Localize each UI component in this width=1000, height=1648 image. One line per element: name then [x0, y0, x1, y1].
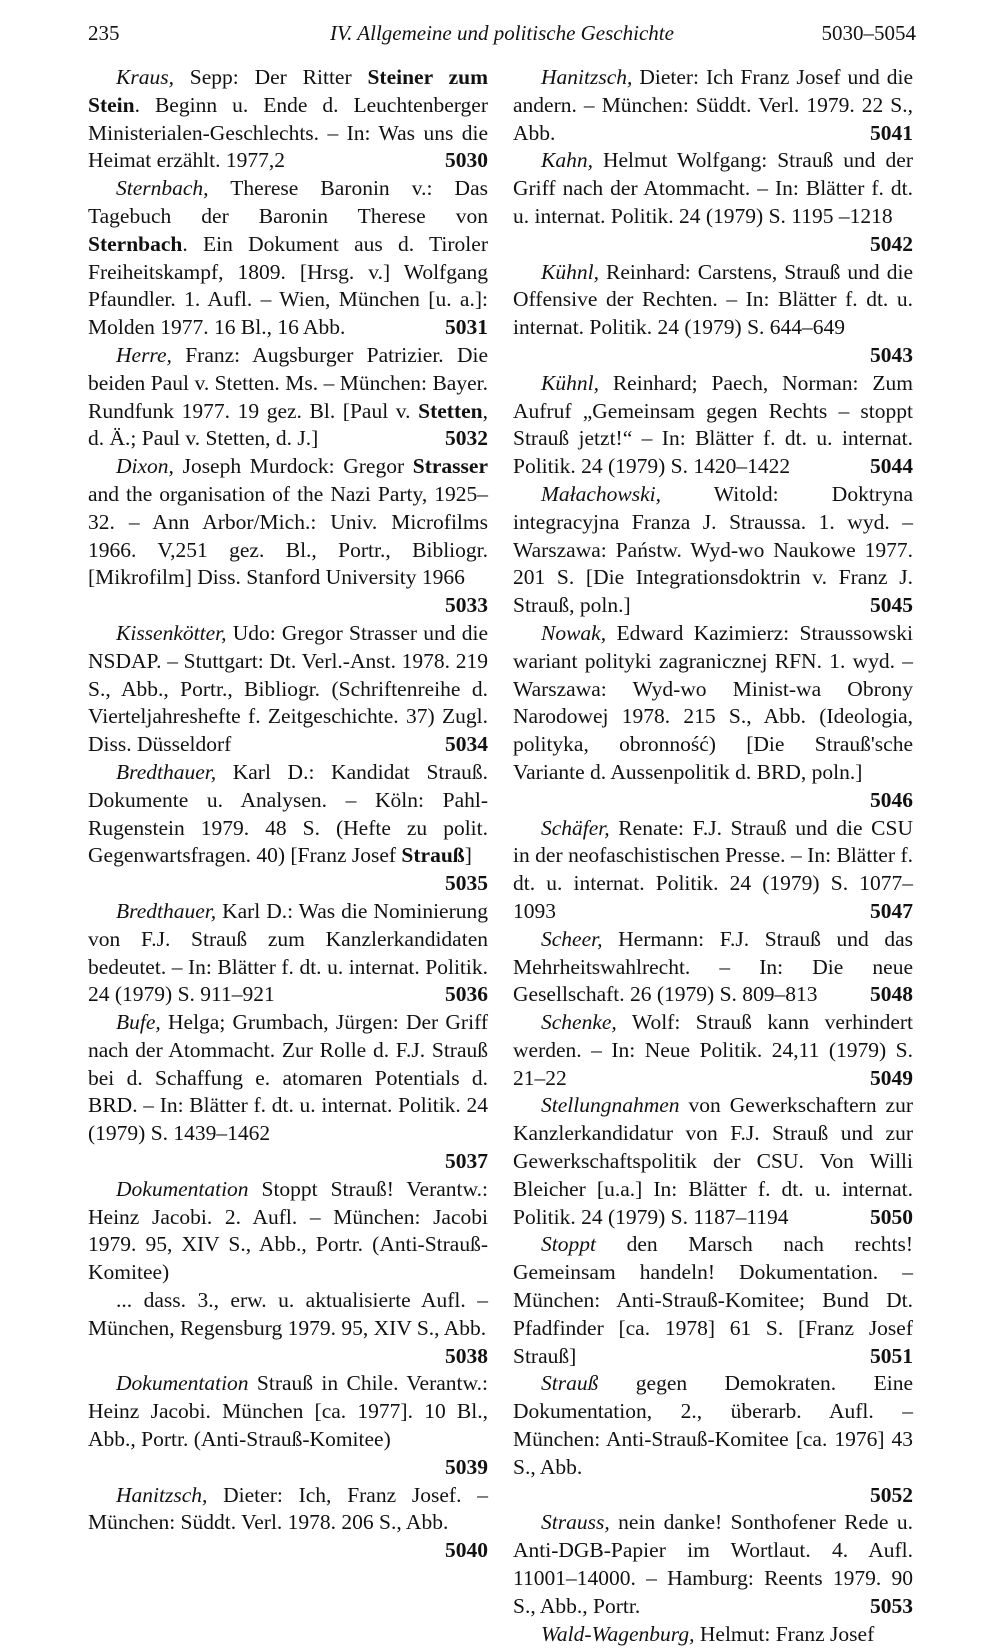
entry-text: nein danke! Sonthofener Rede u. Anti-DGB-Papier im Wortlaut. 4. Aufl. 11001–14000. – Hamburg: Reents 1979. 90 S., Abb., Portr. — [513, 1510, 913, 1618]
bibliography-entry — [88, 342, 488, 453]
bibliography-entry — [513, 1621, 913, 1648]
entry-author: Sternbach, — [116, 176, 209, 201]
entry-number: 5040 — [445, 1538, 488, 1563]
entry-text: Helmut: Franz Josef — [694, 1621, 875, 1646]
entry-author: Kühnl, — [541, 259, 599, 284]
section-title: IV. Allgemeine und politische Geschichte — [330, 21, 674, 45]
entry-number: 5030 — [445, 148, 488, 173]
entry-author: Scheer, — [541, 926, 603, 951]
entry-author: Kissenkötter, — [116, 620, 227, 645]
bibliography-entry — [88, 620, 488, 759]
bibliography-entry — [513, 64, 913, 147]
right-column — [513, 64, 913, 1648]
entry-number: 5042 — [870, 231, 913, 256]
entry-keyword: Strauß — [401, 843, 465, 868]
entry-author: Kühnl, — [541, 370, 599, 395]
entry-number: 5038 — [445, 1343, 488, 1368]
entry-number: 5033 — [445, 593, 488, 618]
running-header — [88, 18, 916, 48]
entry-number: 5037 — [445, 1149, 488, 1174]
entry-number: 5045 — [870, 593, 913, 618]
entry-text: , d. Ä.; Paul v. Stetten, d. J.] — [88, 398, 488, 451]
bibliography-entry — [513, 1509, 913, 1620]
entry-author: Wald-Wagenburg, — [541, 1621, 695, 1646]
bibliography-entry — [513, 147, 913, 258]
entry-number: 5032 — [445, 426, 488, 451]
entry-author: Kraus, — [116, 65, 174, 89]
entry-number: 5043 — [870, 342, 913, 367]
entry-text: von Gewerkschaftern zur Kanzlerkandidatur von F.J. Strauß und zur Gewerkschaftspolitik der CSU. Von Willi Bleicher [u.a.] In: Blätter f. dt. u. internat. Politik. 24 (1979) S. 1187–1194 — [513, 1093, 913, 1229]
entry-text: gegen Demokraten. Eine Dokumentation, 2., überarb. Aufl. – München: Anti-Strauß-Komitee [ca. 1976] 43 S., Abb. — [513, 1371, 913, 1479]
bibliography-entry — [513, 370, 913, 481]
entry-text: Sepp: Der Ritter — [173, 65, 368, 89]
entry-text: Joseph Murdock: Gregor — [173, 454, 413, 479]
entry-text: Dieter: Ich, Franz Josef. – München: Süddt. Verl. 1978. 206 S., Abb. — [88, 1482, 488, 1535]
bibliography-entry — [513, 1370, 913, 1509]
bibliography-entry — [513, 926, 913, 1009]
entry-author: Strauß — [541, 1371, 599, 1396]
entry-text: Dieter: Ich Franz Josef und die andern. – München: Süddt. Verl. 1979. 22 S., Abb. — [513, 65, 913, 145]
bibliography-entry — [513, 1092, 913, 1231]
entry-text: Udo: Gregor Strasser und die NSDAP. – Stuttgart: Dt. Verl.-Anst. 1978. 219 S., Abb., Portr., Bibliogr. (Schriftenreihe d. Vierteljahreshefte f. Zeitgeschichte. 37) Zugl. Diss. Düsseldorf — [88, 620, 488, 757]
entry-text: . Beginn u. Ende d. Leuchtenberger Ministerialen-Geschlechts. – In: Was uns die Heimat erzählt. 1977,2 — [88, 92, 488, 173]
entry-author: Strauss, — [541, 1510, 610, 1535]
entry-number: 5048 — [870, 982, 913, 1007]
entry-number: 5031 — [445, 315, 488, 340]
entry-number: 5041 — [870, 120, 913, 145]
entry-range: 5030–5054 — [821, 21, 916, 45]
bibliography-entry — [88, 1370, 488, 1481]
entry-author: Bufe, — [116, 1010, 161, 1035]
bibliography-entry — [88, 759, 488, 898]
entry-author: Bredthauer, — [116, 759, 217, 784]
entry-author: Hanitzsch, — [116, 1482, 208, 1507]
entry-number: 5044 — [870, 454, 913, 479]
entry-author: Małachowski, — [541, 481, 662, 506]
bibliography-entry — [513, 259, 913, 370]
bibliography-entry — [88, 1176, 488, 1287]
left-column — [88, 64, 488, 1565]
bibliography-entry — [513, 1009, 913, 1092]
entry-number: 5035 — [445, 871, 488, 896]
bibliography-entry — [88, 1009, 488, 1176]
entry-author: Dokumentation — [116, 1176, 249, 1201]
bibliography-entry — [88, 898, 488, 1009]
entry-number: 5046 — [870, 787, 913, 812]
bibliography-entry — [513, 481, 913, 620]
entry-text: Karl D.: Was die Nominierung von F.J. Strauß zum Kanzlerkandidaten bedeutet. – In: Blätter f. dt. u. internat. Politik. 24 (1979) S. 911–921 — [88, 898, 488, 1007]
entry-keyword: Strasser — [412, 454, 488, 479]
entry-text: Franz: Augsburger Patrizier. Die beiden Paul v. Stetten. Ms. – München: Bayer. Rundfunk 1977. 19 gez. Bl. [Paul v. — [88, 342, 488, 423]
entry-text: Hermann: F.J. Strauß und das Mehrheitswahlrecht. – In: Die neue Gesellschaft. 26 (1979) S. 809–813 — [513, 926, 913, 1007]
entry-author: Nowak, — [541, 620, 607, 645]
entry-text: Helga; Grumbach, Jürgen: Der Griff nach der Atommacht. Zur Rolle d. F.J. Strauß bei d. Schaffung e. atomaren Potentials d. BRD. – In: Blätter f. dt. u. internat. Politik. 24 (1979) S. 1439–1462 — [88, 1010, 488, 1146]
entry-author: Hanitzsch, — [541, 65, 633, 89]
entry-number: 5053 — [870, 1593, 913, 1618]
bibliography-entry — [88, 1482, 488, 1565]
entry-text: Edward Kazimierz: Straussowski wariant polityki zagranicznej RFN. 1. wyd. – Warszawa: Wyd-wo Minist-wa Obrony Narodowej 1978. 215 S., Abb. (Ideologia, polityka, obronność) [Die Strauß'sche Variante d. Aussenpolitik d. BRD, poln.] — [513, 620, 913, 784]
entry-author: Bredthauer, — [116, 898, 217, 923]
page-number: 235 — [88, 21, 120, 45]
entry-text: Reinhard; Paech, Norman: Zum Aufruf „Gemeinsam gegen Rechts – stoppt Strauß jetzt!“ – In: Blätter f. dt. u. internat. Politik. 24 (1979) S. 1420–1422 — [513, 370, 913, 479]
entry-text: Reinhard: Carstens, Strauß und die Offensive der Rechten. – In: Blätter f. dt. u. internat. Politik. 24 (1979) S. 644–649 — [513, 259, 913, 340]
entry-author: Dixon, — [116, 454, 174, 479]
entry-number: 5039 — [445, 1454, 488, 1479]
entry-text: Stoppt Strauß! Verantw.: Heinz Jacobi. 2. Aufl. – München: Jacobi 1979. 95, XIV S., Abb., Portr. (Anti-Strauß-Komitee) — [88, 1176, 488, 1285]
entry-author: Stoppt — [541, 1232, 596, 1257]
entry-text: and the organisation of the Nazi Party, 1925–32. – Ann Arbor/Mich.: Univ. Microfilms 1966. V,251 gez. Bl., Portr., Bibliogr. [Mikrofilm] Diss. Stanford University 1966 — [88, 481, 488, 590]
entry-number: 5052 — [870, 1482, 913, 1507]
entry-text: ... dass. 3., erw. u. aktualisierte Aufl. – München, Regensburg 1979. 95, XIV S., Abb. — [88, 1288, 488, 1340]
entry-keyword: Sternbach — [88, 231, 183, 256]
entry-author: Schäfer, — [541, 815, 610, 840]
bibliography-entry — [513, 815, 913, 926]
bibliography-entry — [88, 453, 488, 620]
entry-number: 5034 — [445, 732, 488, 757]
entry-number: 5051 — [870, 1343, 913, 1368]
bibliography-entry — [88, 64, 488, 175]
bibliography-entry — [88, 1287, 488, 1370]
entry-number: 5036 — [445, 982, 488, 1007]
entry-text: Karl D.: Kandidat Strauß. Dokumente u. Analysen. – Köln: Pahl-Rugenstein 1979. 48 S. (Hefte zu polit. Gegenwartsfragen. 40) [Franz Josef — [88, 759, 488, 868]
entry-keyword: Stetten — [418, 398, 483, 423]
entry-text: Wolf: Strauß kann verhindert werden. – In: Neue Politik. 24,11 (1979) S. 21–22 — [513, 1010, 913, 1090]
bibliography-entry — [513, 620, 913, 815]
entry-keyword: Steiner zum Stein — [88, 65, 489, 117]
entry-number: 5050 — [870, 1204, 913, 1229]
entry-text: ] — [464, 843, 472, 868]
entry-text: . Ein Dokument aus d. Tiroler Freiheitskampf, 1809. [Hrsg. v.] Wolfgang Pfaundler. 1. Aufl. – Wien, München [u. a.]: Molden 1977. 16 Bl., 16 Abb. — [88, 231, 488, 340]
entry-author: Kahn, — [541, 148, 593, 173]
entry-number: 5049 — [870, 1065, 913, 1090]
entry-number: 5047 — [870, 898, 913, 923]
entry-text: Therese Baronin v.: Das Tagebuch der Baronin Therese von — [88, 176, 488, 228]
entry-text: den Marsch nach rechts! Gemeinsam handeln! Dokumentation. – München: Anti-Strauß-Komitee; Bund Dt. Pfadfinder [ca. 1978] 61 S. [Franz Josef Strauß] — [513, 1232, 913, 1368]
bibliography-entry — [513, 1231, 913, 1370]
entry-text: Helmut Wolfgang: Strauß und der Griff nach der Atommacht. – In: Blätter f. dt. u. internat. Politik. 24 (1979) S. 1195 –1218 — [513, 148, 913, 228]
entry-text: Strauß in Chile. Verantw.: Heinz Jacobi. München [ca. 1977]. 10 Bl., Abb., Portr. (Anti-Strauß-Komitee) — [88, 1371, 488, 1452]
entry-author: Herre, — [116, 342, 172, 367]
entry-author: Dokumentation — [116, 1371, 249, 1396]
entry-author: Stellungnahmen — [541, 1093, 680, 1118]
entry-text: Renate: F.J. Strauß und die CSU in der neofaschistischen Presse. – In: Blätter f. dt. u. internat. Politik. 24 (1979) S. 1077–1093 — [513, 815, 913, 923]
entry-author: Schenke, — [541, 1010, 617, 1035]
bibliography-entry — [88, 175, 488, 342]
entry-text: Witold: Doktryna integracyjna Franza J. Straussa. 1. wyd. – Warszawa: Państw. Wyd-wo Naukowe 1977. 201 S. [Die Integrationsdoktrin v. Franz J. Strauß, poln.] — [513, 481, 913, 618]
